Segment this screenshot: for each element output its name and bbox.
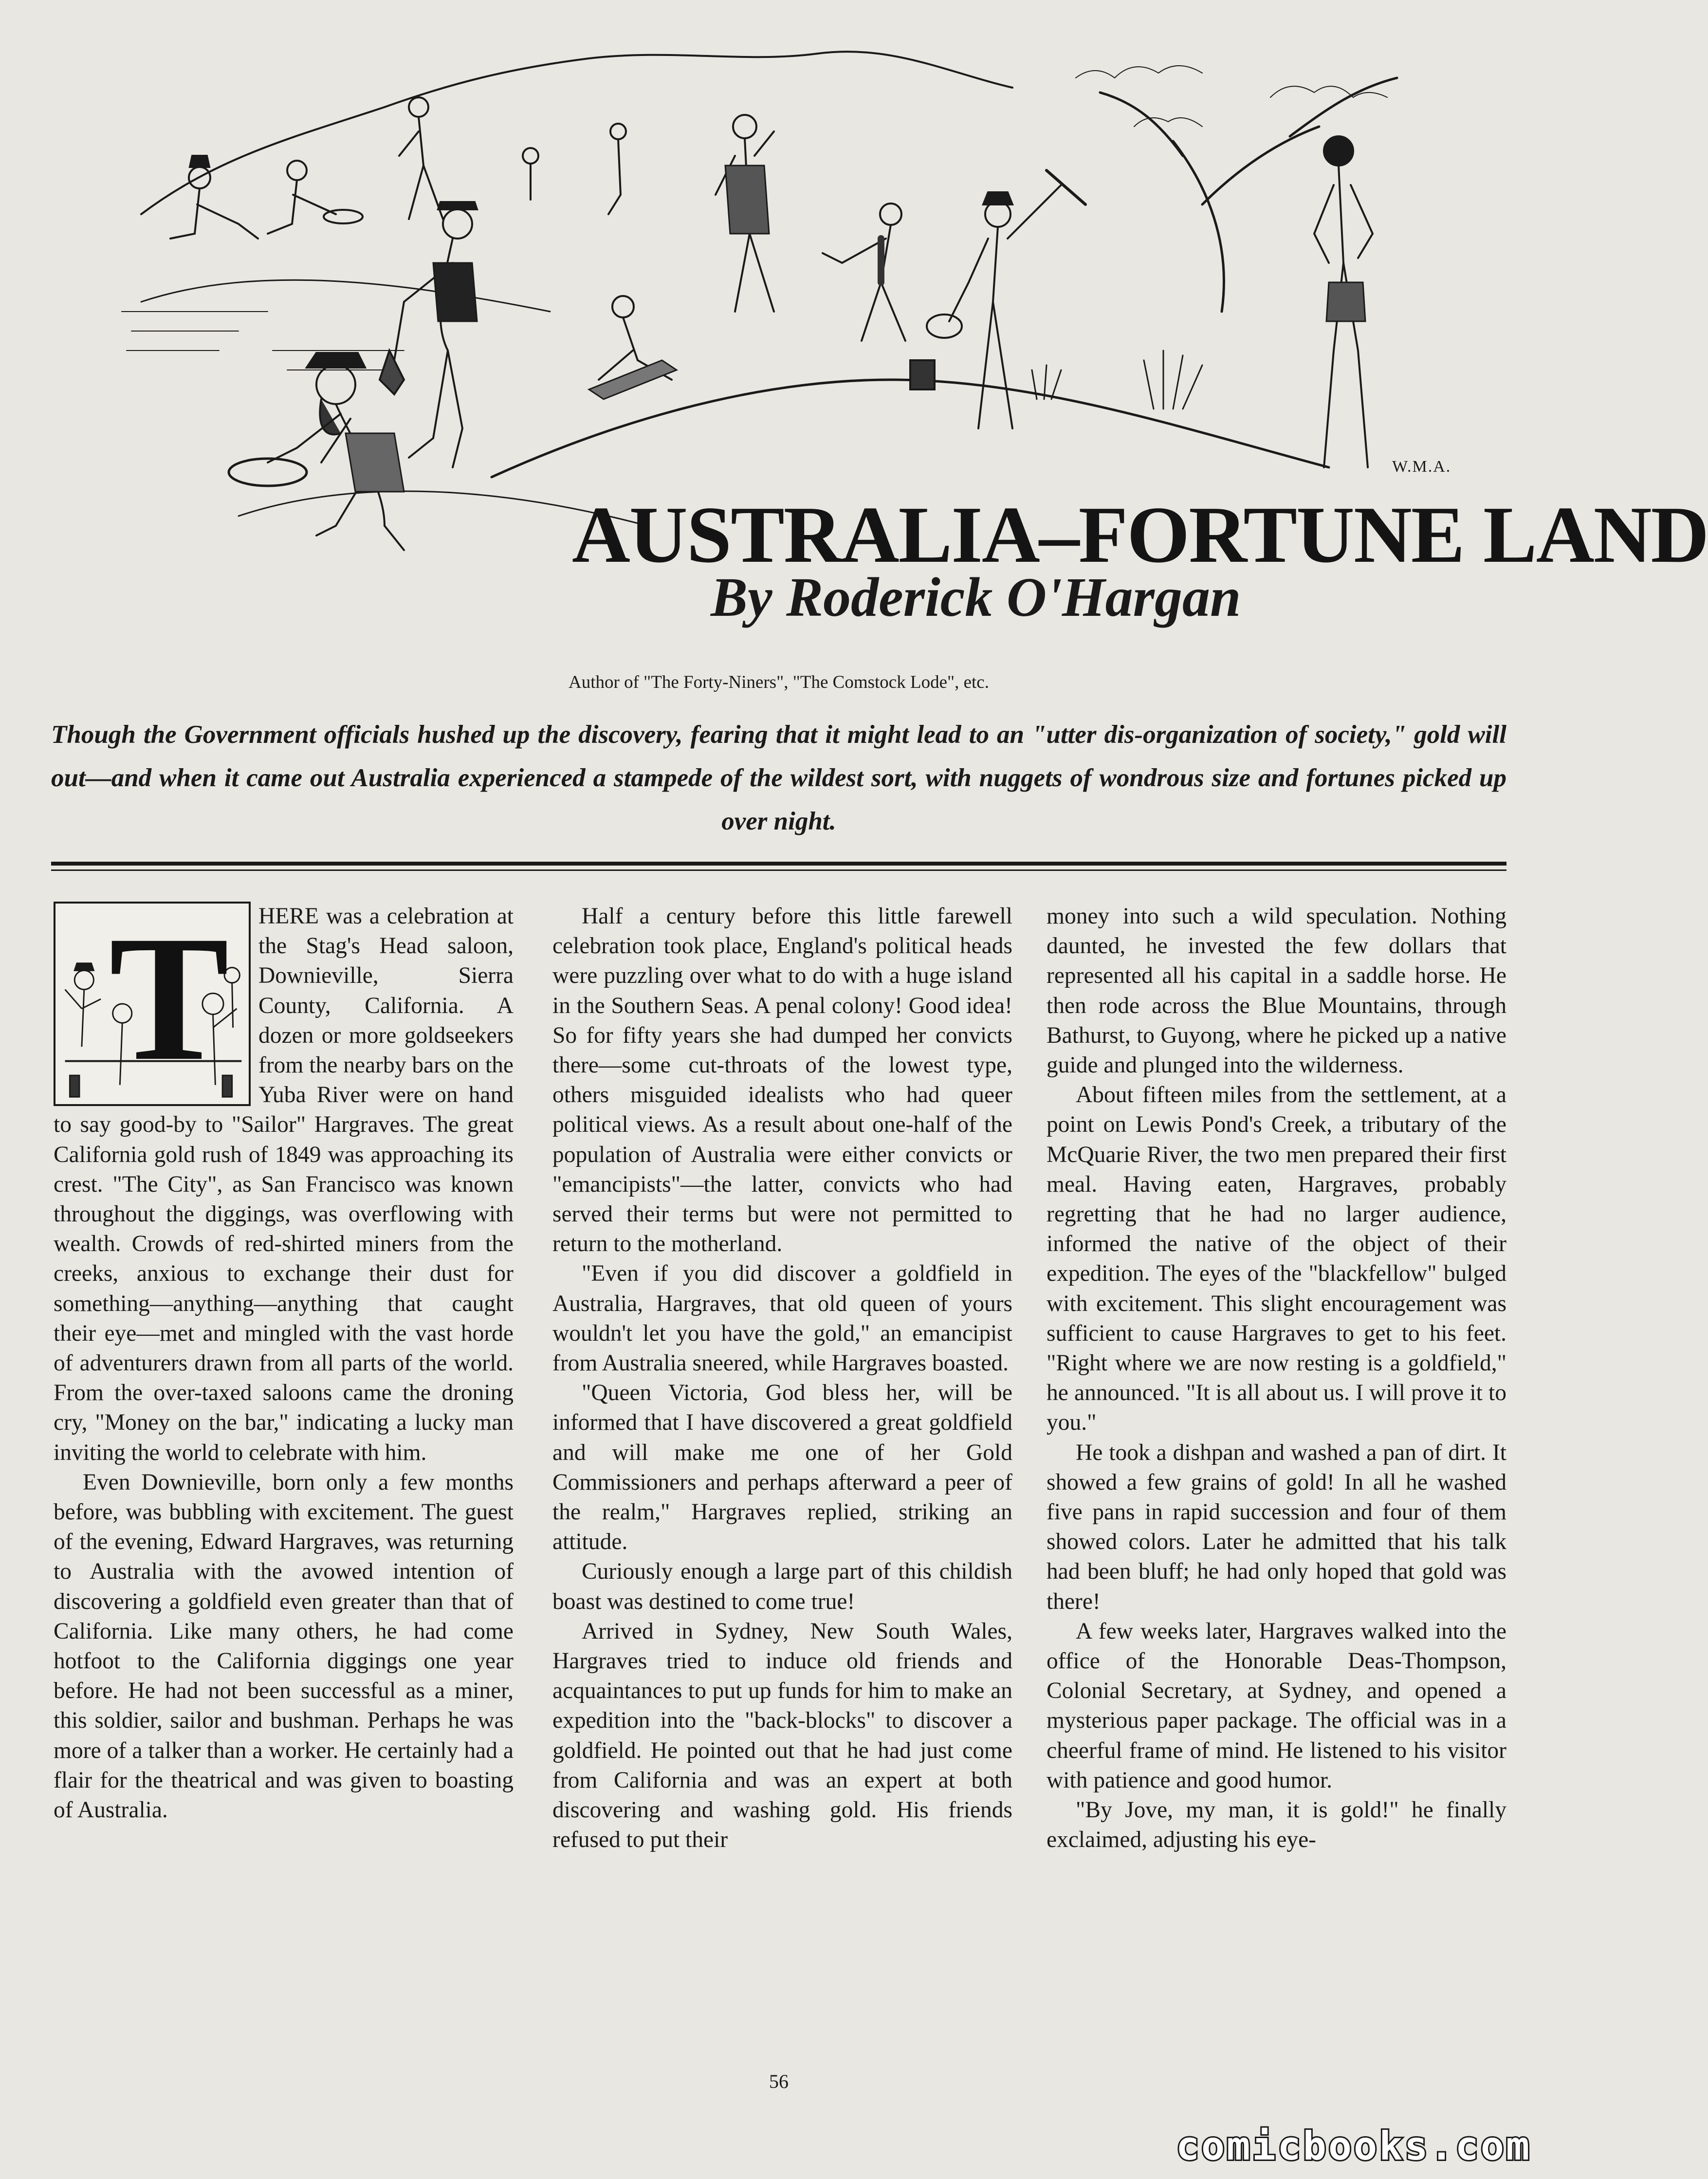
author-note: Author of "The Forty-Niners", "The Comstock Lode", etc. [569, 672, 989, 692]
article-title: AUSTRALIA–FORTUNE LAND [572, 490, 1708, 579]
watermark-logo [1152, 2121, 1556, 2174]
artist-initials: W.M.A. [1392, 458, 1451, 476]
standfirst: Though the Government officials hushed up the discovery, fearing that it might lead to an "utter dis-organization of society," gold will out—and when it came out Australia experienced a stampede of the wildest sort, with nuggets of wondrous size and fortunes picked up over night. [51, 720, 1506, 835]
paragraph: "Queen Victoria, God bless her, will be informed that I have discovered a great goldfield and will make me one of her Gold Commissioners and perhaps afterward a peer of the realm," Hargraves replied, striking an attitude. [552, 1380, 1012, 1555]
dropcap-letter: T [109, 899, 229, 1098]
page-number: 56 [769, 2070, 789, 2092]
dropcap-illustration [54, 899, 251, 1106]
text-column-3 [1047, 902, 1506, 1855]
paragraph: money into such a wild speculation. Nothing daunted, he invested the few dollars that represented all his capital in a saddle horse. He then rode across the Blue Mountains, through Bathurst, to Guyong, where he picked up a native guide and plunged into the wilderness. [1047, 904, 1506, 1078]
text-column-1 [54, 899, 514, 1825]
paragraph: He took a dishpan and washed a pan of dirt. It showed a few grains of gold! In all he washed five pans in rapid succession and four of them showed colors. Later he admitted that his talk had been bluff; he had only hoped that gold was there! [1047, 1440, 1506, 1614]
header-rule-thick [51, 862, 1506, 866]
paragraph: Half a century before this little farewell celebration took place, England's political heads were puzzling over what to do with a huge island in the Southern Seas. A penal colony! Good idea! So for fifty years she had dumped her convicts there—some cut-throats of the lowest type, others misguided idealists who had queer political views. As a result about one-half of the population of Australia were either convicts or "emancipists"—the latter, convicts who had served their terms but were not permitted to return to the motherland. [552, 904, 1012, 1257]
paragraph: HERE was a celebration at the Stag's Head saloon, Downieville, Sierra County, California. A dozen or more goldseekers from the nearby bars on the Yuba River were on hand to say good-by to "Sailor" Hargraves. The great California gold rush of 1849 was approaching its crest. "The City", as San Francisco was known throughout the diggings, was overflowing with wealth. Crowds of red-shirted miners from the creeks, anxious to exchange their dust for something—anything—anything that caught their eye—met and mingled with the vast horde of adventurers drawn from all parts of the world. From the over-taxed saloons came the droning cry, "Money on the bar," indicating a lucky man inviting the world to celebrate with him. [54, 904, 514, 1465]
paragraph: Curiously enough a large part of this childish boast was destined to come true! [552, 1559, 1012, 1614]
paragraph: "Even if you did discover a goldfield in Australia, Hargraves, that old queen of yours wouldn't let you have the gold," an emancipist from Australia sneered, while Hargraves boasted. [552, 1261, 1012, 1376]
paragraph: Even Downieville, born only a few months before, was bubbling with excitement. The guest of the evening, Edward Hargraves, was returning to Australia with the avowed intention of discovering a goldfield even greater than that of California. Like many others, he had come hotfoot to the California diggings one year before. He had not been successful as a miner, this soldier, sailor and bushman. Perhaps he was more of a talker than a worker. He certainly had a flair for the theatrical and was given to boasting of Australia. [54, 1469, 514, 1823]
header-rule-thin [51, 869, 1506, 871]
paragraph: Arrived in Sydney, New South Wales, Hargraves tried to induce old friends and acquaintances to put up funds for him to make an expedition into the "back-blocks" to discover a goldfield. He pointed out that he had just come from California and was an expert at both discovering and washing gold. His friends refused to put their [552, 1618, 1012, 1853]
paragraph: "By Jove, my man, it is gold!" he finally exclaimed, adjusting his eye- [1047, 1797, 1506, 1853]
text-column-2 [552, 902, 1012, 1855]
paragraph: About fifteen miles from the settlement, at a point on Lewis Pond's Creek, a tributary of the McQuarie River, the two men prepared their first meal. Having eaten, Hargraves, probably regretting that he had no larger audience, informed the native of the object of their expedition. The eyes of the "blackfellow" bulged with excitement. This slight encouragement was sufficient to cause Hargraves to get to his feet. "Right where we are now resting is a goldfield," he announced. "It is all about us. I will prove it to you." [1047, 1082, 1506, 1436]
paragraph: A few weeks later, Hargraves walked into the office of the Honorable Deas-Thompson, Colonial Secretary, at Sydney, and opened a mysterious paper package. The official was in a cheerful frame of mind. He listened to his visitor with patience and good humor. [1047, 1618, 1506, 1793]
article-byline: By Roderick O'Hargan [711, 566, 1241, 628]
watermark-text: comicbooks.com [1175, 2124, 1532, 2169]
